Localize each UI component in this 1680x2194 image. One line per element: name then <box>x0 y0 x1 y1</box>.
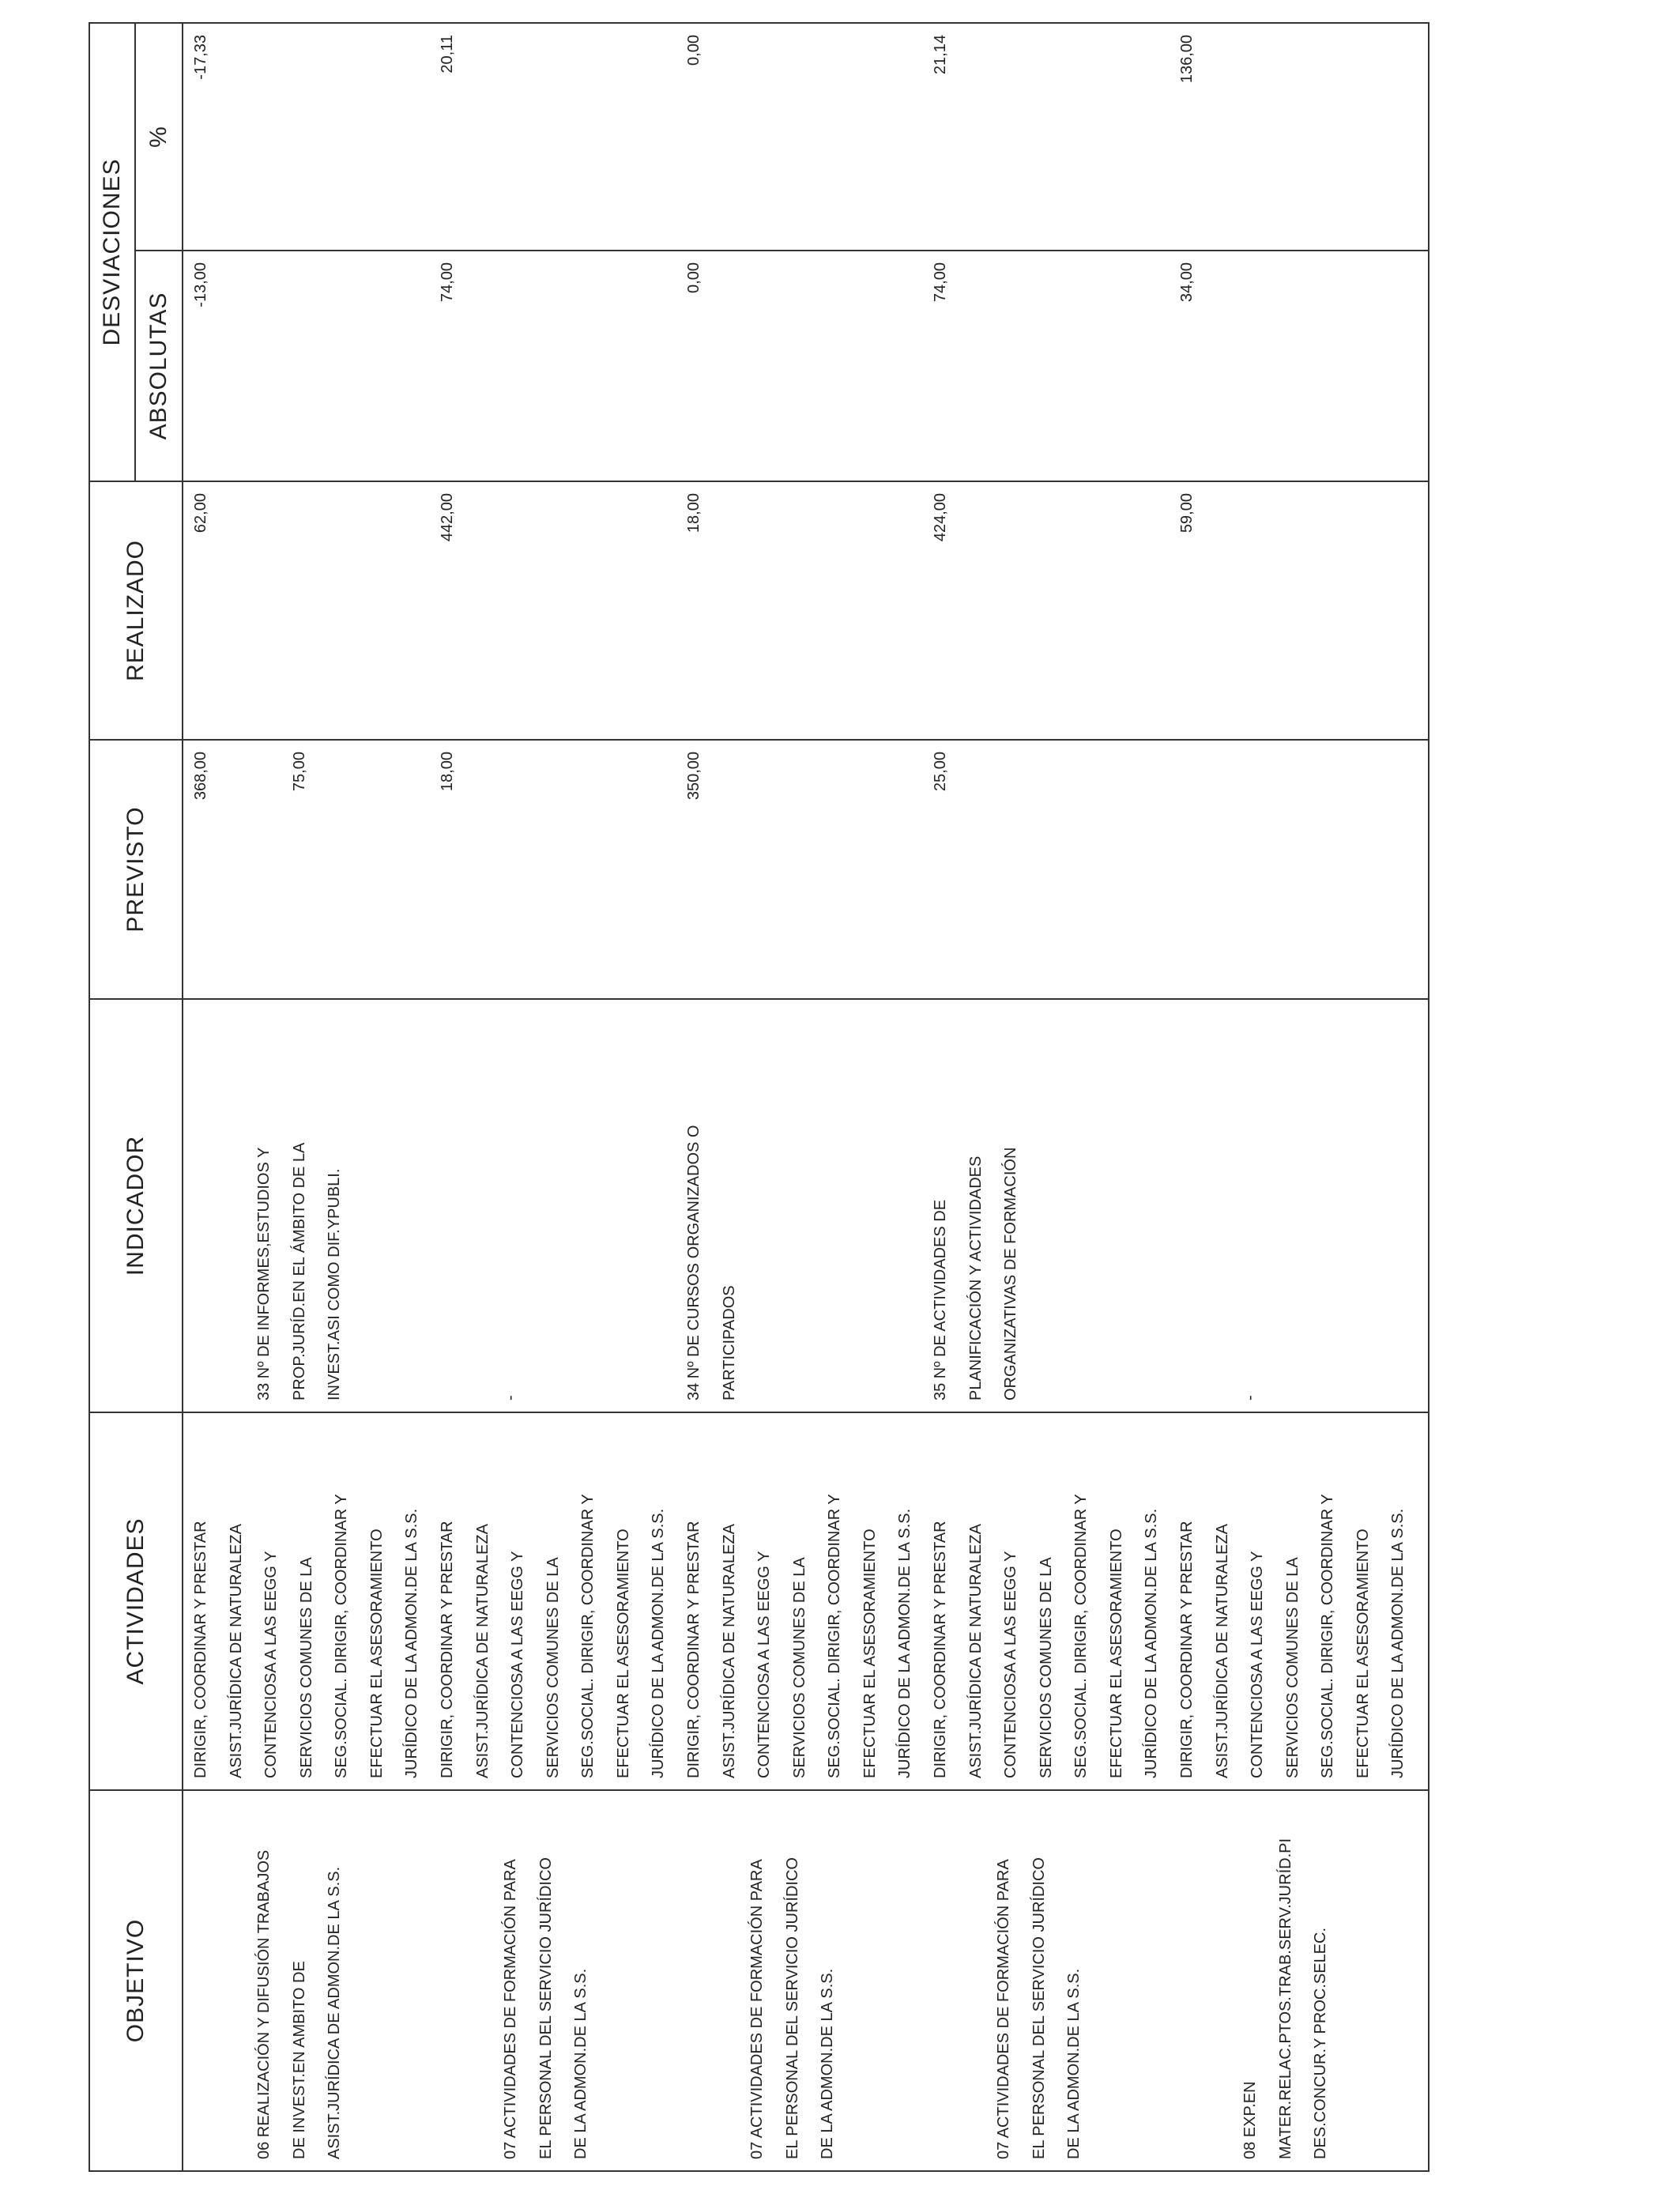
header-absolutas: ABSOLUTAS <box>135 251 183 481</box>
row-2-previsto: 368,00 <box>192 752 209 801</box>
header-realizado: REALIZADO <box>89 481 183 740</box>
row-5-absolutas: 34,00 <box>1178 262 1196 303</box>
objetivo-column <box>183 1790 1429 2171</box>
row-1-previsto: 75,00 <box>291 752 308 792</box>
row-2-realizado: 442,00 <box>439 493 456 542</box>
row-2-absolutas: 74,00 <box>439 262 456 303</box>
row-3-indicador: 34 Nº DE CURSOS ORGANIZADOS O PARTICIPADOS <box>685 1125 738 1400</box>
row-1-objetivo: 06 REALIZACIÓN Y DIFUSIÓN TRABAJOS DE INVEST.EN AMBITO DE ASIST.JURÍDICA DE ADMON.DE LA S.S. <box>255 1849 343 2159</box>
realizado-column <box>183 481 1429 740</box>
header-objetivo: OBJETIVO <box>89 1790 183 2171</box>
row-4-previsto: 350,00 <box>685 752 703 801</box>
row-5-previsto: 25,00 <box>932 752 949 792</box>
row-5-actividades: DIRIGIR, COORDINAR Y PRESTAR ASIST.JURÍDICA DE NATURALEZA CONTENCIOSA A LAS EEGG Y SERVICIOS COMUNES DE LA SEG.SOCIAL. DIRIGIR, COORDINAR Y EFECTUAR EL ASESORAMIENTO JURÍDICO DE LA ADMON.DE LA S.S. <box>1178 1494 1407 1778</box>
row-3-previsto: 18,00 <box>439 752 456 792</box>
row-3-absolutas: 0,00 <box>685 262 703 293</box>
row-4-actividades: DIRIGIR, COORDINAR Y PRESTAR ASIST.JURÍDICA DE NATURALEZA CONTENCIOSA A LAS EEGG Y SERVICIOS COMUNES DE LA SEG.SOCIAL. DIRIGIR, COORDINAR Y EFECTUAR EL ASESORAMIENTO JURÍDICO DE LA ADMON.DE LA S.S. <box>932 1494 1160 1778</box>
row-1-actividades: DIRIGIR, COORDINAR Y PRESTAR ASIST.JURÍDICA DE NATURALEZA CONTENCIOSA A LAS EEGG Y SERVICIOS COMUNES DE LA SEG.SOCIAL. DIRIGIR, COORDINAR Y EFECTUAR EL ASESORAMIENTO JURÍDICO DE LA ADMON.DE LA S.S. <box>192 1494 420 1778</box>
row-5-porcentaje: 136,00 <box>1178 35 1196 84</box>
row-4-absolutas: 74,00 <box>932 262 949 303</box>
row-5-realizado: 59,00 <box>1178 493 1196 533</box>
row-2-objetivo: 07 ACTIVIDADES DE FORMACIÓN PARA EL PERSONAL DEL SERVICIO JURÍDICO DE LA ADMON.DE LA S.S. <box>502 1857 590 2159</box>
row-1-realizado: 62,00 <box>192 493 209 533</box>
porcentaje-column <box>183 23 1429 251</box>
header-porcentaje: % <box>135 23 183 251</box>
row-4-objetivo: 07 ACTIVIDADES DE FORMACIÓN PARA EL PERSONAL DEL SERVICIO JURÍDICO DE LA ADMON.DE LA S.S. <box>995 1857 1083 2159</box>
header-desviaciones: DESVIACIONES <box>89 23 135 481</box>
objectives-report-table <box>89 22 1430 2172</box>
absolutas-column <box>183 251 1429 481</box>
row-3-realizado: 18,00 <box>685 493 703 533</box>
row-5-indicador: - <box>1241 1395 1259 1400</box>
row-4-porcentaje: 21,14 <box>932 35 949 75</box>
rotated-report-page <box>89 24 1430 2172</box>
header-row <box>89 23 135 2171</box>
indicador-column <box>183 999 1429 1412</box>
row-2-indicador: - <box>502 1395 519 1400</box>
actividades-column <box>183 1412 1429 1790</box>
previsto-column <box>183 740 1429 999</box>
header-actividades: ACTIVIDADES <box>89 1412 183 1790</box>
row-1-absolutas: -13,00 <box>192 262 209 307</box>
row-4-realizado: 424,00 <box>932 493 949 542</box>
row-2-porcentaje: 20,11 <box>439 35 456 74</box>
header-indicador: INDICADOR <box>89 999 183 1412</box>
row-1-indicador: 33 Nº DE INFORMES,ESTUDIOS Y PROP.JURÍD.EN EL ÁMBITO DE LA INVEST.ASI COMO DIF.YPUBLI. <box>255 1142 343 1400</box>
row-2-actividades: DIRIGIR, COORDINAR Y PRESTAR ASIST.JURÍDICA DE NATURALEZA CONTENCIOSA A LAS EEGG Y SERVICIOS COMUNES DE LA SEG.SOCIAL. DIRIGIR, COORDINAR Y EFECTUAR EL ASESORAMIENTO JURÍDICO DE LA ADMON.DE LA S.S. <box>439 1494 667 1778</box>
row-4-indicador: 35 Nº DE ACTIVIDADES DE PLANIFICACIÓN Y ACTIVIDADES ORGANIZATIVAS DE FORMACIÓN <box>932 1147 1019 1400</box>
report-body-row <box>183 23 1429 2171</box>
row-5-objetivo: 08 EXP.EN MATER.RELAC.PTOS.TRAB.SERV.JURÍD.PI DES.CONCUR.Y PROC.SELEC. <box>1241 1838 1329 2159</box>
row-1-porcentaje: -17,33 <box>192 35 209 80</box>
row-3-objetivo: 07 ACTIVIDADES DE FORMACIÓN PARA EL PERSONAL DEL SERVICIO JURÍDICO DE LA ADMON.DE LA S.S. <box>748 1857 836 2159</box>
header-previsto: PREVISTO <box>89 740 183 999</box>
row-3-actividades: DIRIGIR, COORDINAR Y PRESTAR ASIST.JURÍDICA DE NATURALEZA CONTENCIOSA A LAS EEGG Y SERVICIOS COMUNES DE LA SEG.SOCIAL. DIRIGIR, COORDINAR Y EFECTUAR EL ASESORAMIENTO JURÍDICO DE LA ADMON.DE LA S.S. <box>685 1494 913 1778</box>
row-3-porcentaje: 0,00 <box>685 35 703 66</box>
